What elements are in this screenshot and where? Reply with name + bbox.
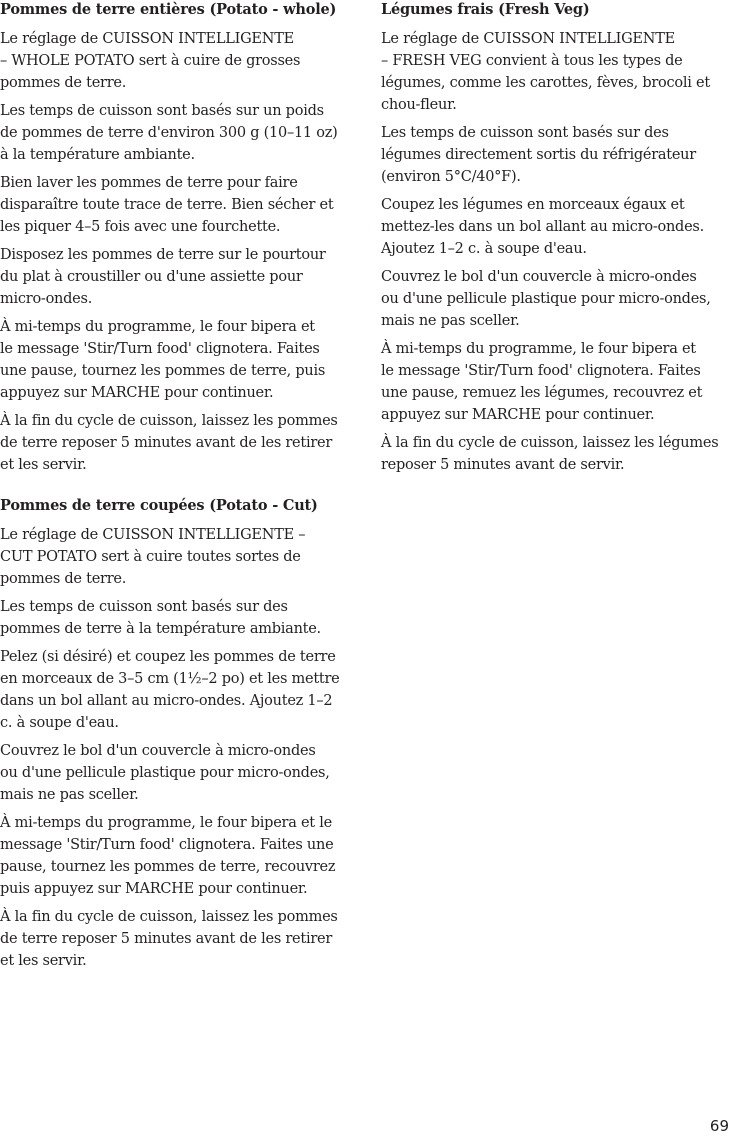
paragraph: À mi-temps du programme, le four bipera et le message 'Stir/Turn food' clignotera. Faites une pause, remuez les légumes, recouvrez et appuyez sur MARCHE pour continuer. — [381, 341, 703, 423]
paragraph: Bien laver les pommes de terre pour faire disparaître toute trace de terre. Bien sécher et les piquer 4–5 fois avec une fourchette. — [0, 175, 334, 235]
fresh-veg-section — [381, 0, 731, 476]
paragraph: Les temps de cuisson sont basés sur des légumes directement sortis du réfrigérateur (environ 5°C/40°F). — [381, 125, 696, 185]
paragraph: Le réglage de CUISSON INTELLIGENTE – CUT POTATO sert à cuire toutes sortes de pommes de terre. — [0, 527, 306, 587]
paragraph: Le réglage de CUISSON INTELLIGENTE – FRESH VEG convient à tous les types de légumes, comme les carottes, fèves, brocoli et chou-fleur. — [381, 31, 710, 113]
section-heading: Pommes de terre coupées (Potato - Cut) — [0, 497, 318, 514]
right-column — [381, 0, 731, 482]
paragraph: Pelez (si désiré) et coupez les pommes de terre en morceaux de 3–5 cm (1½–2 po) et les mettre dans un bol allant au micro-ondes. Ajoutez 1–2 c. à soupe d'eau. — [0, 649, 340, 731]
section-heading: Légumes frais (Fresh Veg) — [381, 1, 590, 18]
paragraph: Disposez les pommes de terre sur le pourtour du plat à croustiller ou d'une assiette pour micro-ondes. — [0, 247, 326, 307]
paragraph: À la fin du cycle de cuisson, laissez les pommes de terre reposer 5 minutes avant de les retirer et les servir. — [0, 413, 338, 473]
paragraph: À mi-temps du programme, le four bipera et le message 'Stir/Turn food' clignotera. Faites une pause, tournez les pommes de terre, recouvrez puis appuyez sur MARCHE pour continuer. — [0, 815, 336, 897]
paragraph: À mi-temps du programme, le four bipera et le message 'Stir/Turn food' clignotera. Faites une pause, tournez les pommes de terre, puis appuyez sur MARCHE pour continuer. — [0, 319, 326, 401]
paragraph: Couvrez le bol d'un couvercle à micro-ondes ou d'une pellicule plastique pour micro-ondes, mais ne pas sceller. — [381, 269, 711, 329]
paragraph: Les temps de cuisson sont basés sur des pommes de terre à la température ambiante. — [0, 599, 321, 637]
paragraph: Le réglage de CUISSON INTELLIGENTE – WHOLE POTATO sert à cuire de grosses pommes de terre. — [0, 31, 301, 91]
paragraph: À la fin du cycle de cuisson, laissez les pommes de terre reposer 5 minutes avant de les retirer et les servir. — [0, 909, 338, 969]
paragraph: Les temps de cuisson sont basés sur un poids de pommes de terre d'environ 300 g (10–11 oz) à la température ambiante. — [0, 103, 338, 163]
cut-potato-section — [0, 496, 356, 972]
left-column — [0, 0, 356, 978]
whole-potato-section — [0, 0, 356, 476]
paragraph: À la fin du cycle de cuisson, laissez les légumes reposer 5 minutes avant de servir. — [381, 435, 719, 473]
paragraph: Couvrez le bol d'un couvercle à micro-ondes ou d'une pellicule plastique pour micro-ondes, mais ne pas sceller. — [0, 743, 330, 803]
page-number: 69 — [709, 1117, 729, 1135]
paragraph: Coupez les légumes en morceaux égaux et mettez-les dans un bol allant au micro-ondes. Ajoutez 1–2 c. à soupe d'eau. — [381, 197, 704, 257]
section-heading: Pommes de terre entières (Potato - whole) — [0, 1, 337, 18]
